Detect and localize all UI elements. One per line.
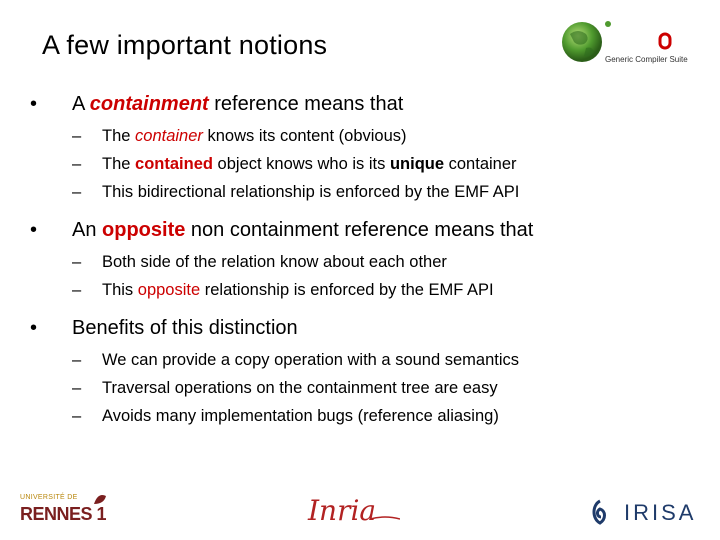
- logo-text: Generic Compiler Suite: [605, 55, 688, 64]
- bullet-item: • An opposite non containment reference means that: [30, 219, 534, 241]
- page-title: A few important notions: [42, 30, 328, 60]
- term-containment: containment: [89, 93, 209, 115]
- bullet-list: [30, 92, 700, 442]
- inria-underline-icon: [370, 516, 400, 522]
- sub-item: – Avoids many implementation bugs (reference aliasing): [72, 407, 499, 425]
- bullet-item: • A containment reference means that: [30, 93, 404, 115]
- inria-logo: Inria: [300, 490, 400, 530]
- term-container: container: [135, 127, 203, 145]
- section-benefits: [30, 316, 700, 430]
- sub-item: – Traversal operations on the containment tree are easy: [72, 379, 498, 397]
- section-opposite: [30, 218, 700, 304]
- irisa-logo: IRISA: [590, 495, 705, 530]
- ermine-icon: [90, 490, 110, 510]
- sub-item: – This bidirectional relationship is enforced by the EMF API: [72, 183, 520, 201]
- generic-compiler-suite-logo: [556, 18, 696, 70]
- sub-item: – The contained object knows who is its unique container: [72, 155, 517, 173]
- irisa-swirl-icon: [590, 499, 610, 525]
- bullet-dot: •: [30, 93, 38, 115]
- bullet-dot: •: [30, 317, 38, 339]
- bullet-item: • Benefits of this distinction: [30, 317, 298, 339]
- term-opposite: opposite: [137, 281, 201, 299]
- bullet-dot: •: [30, 219, 38, 241]
- sub-item: – We can provide a copy operation with a sound semantics: [72, 351, 520, 369]
- term-unique: unique: [389, 155, 445, 173]
- universite-rennes-logo: UNIVERSITÉ DE RENNES 1: [20, 490, 110, 530]
- sub-item: – Both side of the relation know about each other: [72, 253, 447, 271]
- sub-item: – This opposite relationship is enforced by the EMF API: [72, 281, 494, 299]
- sub-item: – The container knows its content (obvious): [72, 127, 407, 145]
- section-containment: [30, 92, 700, 206]
- term-contained: contained: [135, 155, 213, 173]
- term-opposite: opposite: [102, 219, 186, 241]
